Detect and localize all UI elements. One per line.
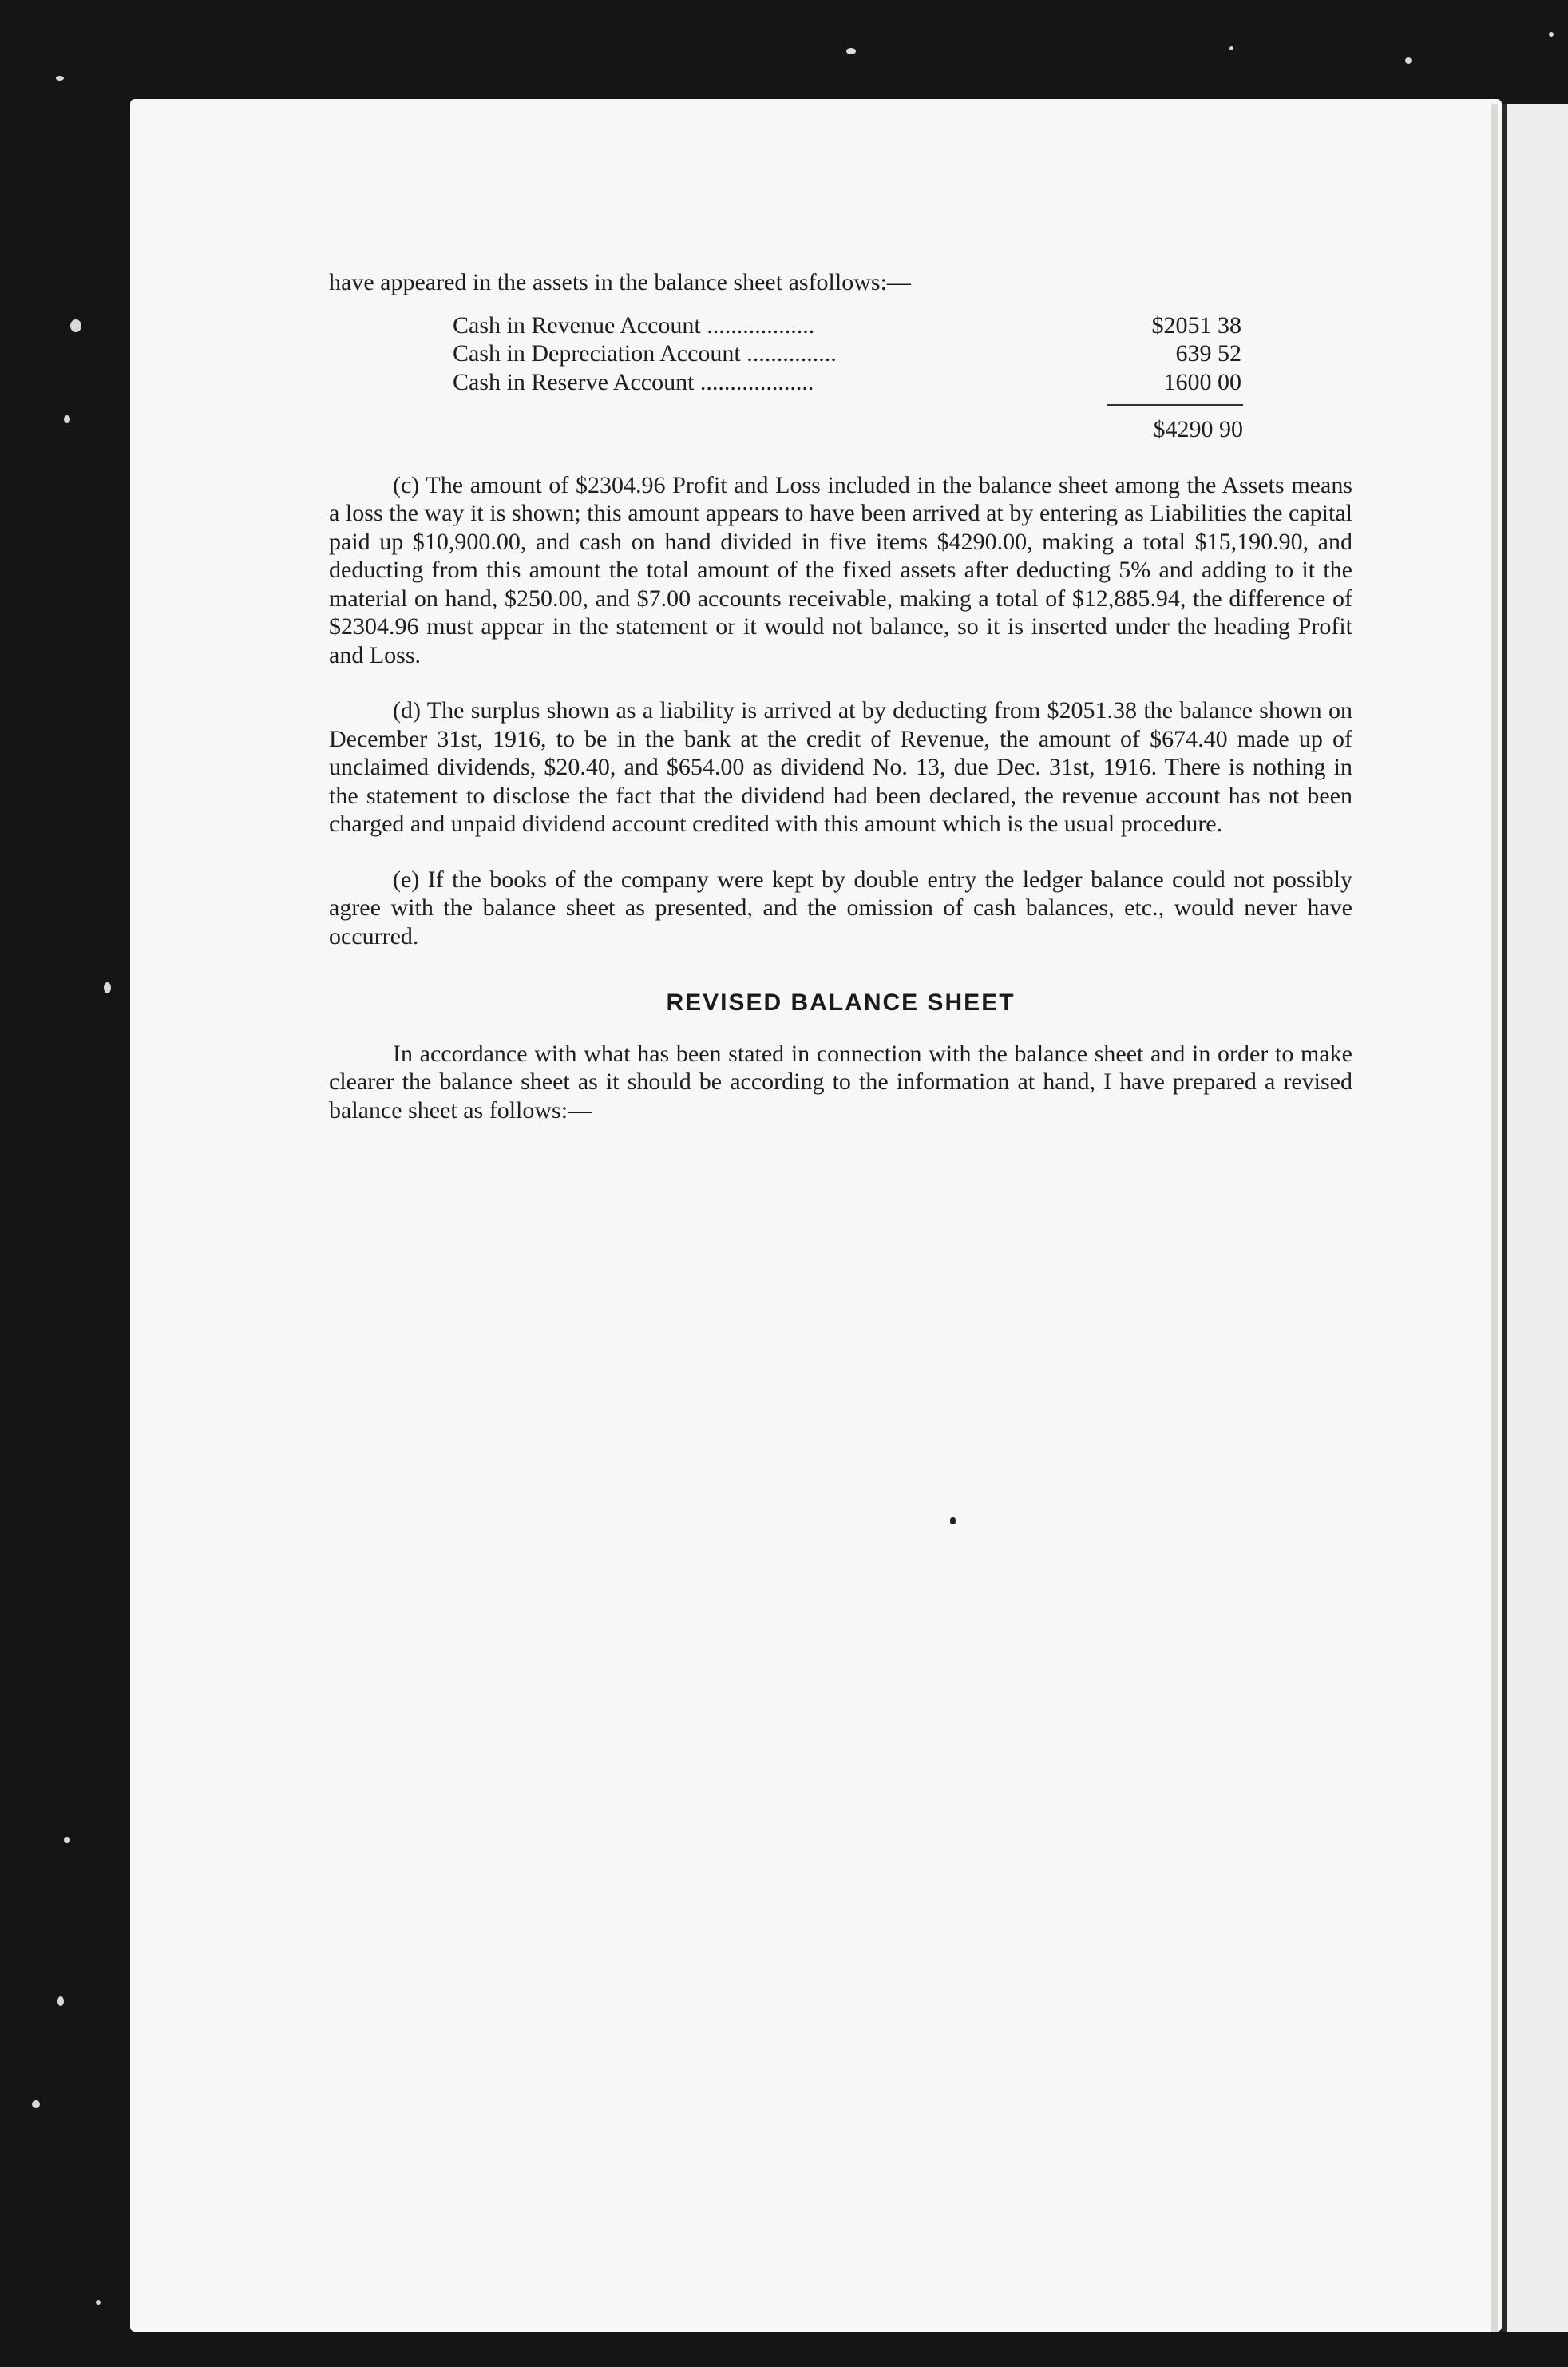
- paragraph-label: (d): [393, 697, 421, 724]
- section-heading: REVISED BALANCE SHEET: [666, 989, 1016, 1016]
- paragraph-text: The surplus shown as a liability is arrived at by deducting from $2051.38 the balance shown on December 31st, 1916, to be in the bank at the credit of Revenue, the amount of $674.40 made up of unclaimed dividends, $20.40, and $654.00 as dividend No. 13, due Dec. 31st, 1916. There is nothing in the statement to disclose the fact that the dividend had been declared, the revenue account has not been charged and unpaid dividend account credited with this amount which is the usual procedure.: [329, 697, 1352, 837]
- paragraph-text: If the books of the company were kept by double entry the ledger balance could not possibly agree with the balance sheet as presented, and the omission of cash balances, etc., would never have occurred.: [329, 866, 1352, 950]
- cash-row-amount: 1600 00: [1163, 368, 1241, 395]
- adjacent-page-edge: [1502, 104, 1568, 2332]
- ink-mark: [950, 1517, 956, 1524]
- closing-paragraph: In accordance with what has been stated in connection with the balance sheet and in order to make clearer the balance sheet as it should be according to the information at hand, I have prepared a revised balance sheet as follows:—: [329, 1040, 1352, 1124]
- document-body: [329, 268, 1352, 1124]
- paragraph-label: (e): [393, 866, 420, 893]
- cash-row-amount: $2051 38: [1151, 311, 1241, 339]
- paragraph-label: (c): [393, 471, 420, 498]
- cash-total: $4290 90: [1107, 404, 1243, 444]
- cash-table: [453, 311, 1241, 397]
- cash-row-label: Cash in Depreciation Account ...............: [453, 340, 837, 367]
- cash-row-label: Cash in Revenue Account ..................: [453, 311, 815, 339]
- paragraph-c: [329, 471, 1352, 670]
- cash-row-label: Cash in Reserve Account ...................: [453, 368, 814, 395]
- cash-row: [453, 339, 1241, 368]
- paragraph-text: The amount of $2304.96 Profit and Loss included in the balance sheet among the Assets means a loss the way it is shown; this amount appears to have been arrived at by entering as Liabilities the capital paid up $10,900.00, and cash on hand divided in five items $4290.00, making a total $15,190.90, and deducting from this amount the total amount of the fixed assets after deducting 5% and adding to it the material on hand, $250.00, and $7.00 accounts receivable, making a total of $12,885.94, the difference of $2304.96 must appear in the statement or it would not balance, so it is inserted under the heading Profit and Loss.: [329, 471, 1352, 668]
- page-fold: [1491, 104, 1498, 2332]
- intro-line: have appeared in the assets in the balance sheet asfollows:—: [329, 269, 911, 295]
- cash-row: [453, 368, 1241, 397]
- paragraph-d: [329, 696, 1352, 839]
- cash-row: [453, 311, 1241, 340]
- cash-row-amount: 639 52: [1175, 340, 1241, 367]
- paragraph-e: [329, 866, 1352, 951]
